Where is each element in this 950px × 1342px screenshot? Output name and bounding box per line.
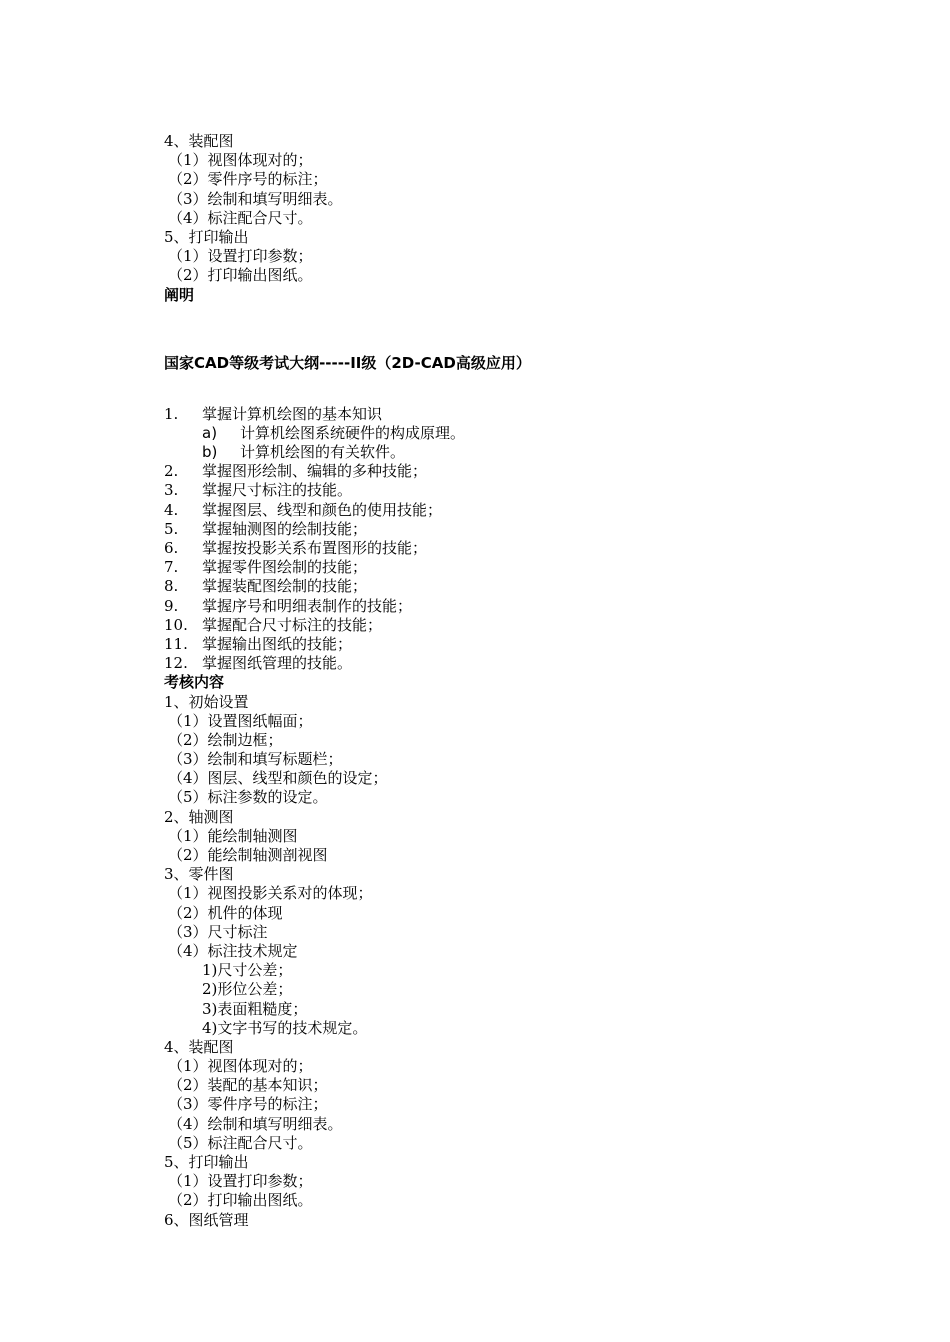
goal-number: 8. bbox=[164, 577, 179, 596]
list-item: （3）零件序号的标注； bbox=[168, 1095, 328, 1114]
list-item: （3）尺寸标注 bbox=[168, 922, 268, 941]
list-item: （1）视图投影关系对的体现； bbox=[168, 884, 373, 903]
list-item: （1）视图体现对的； bbox=[168, 151, 313, 170]
section-heading: 5、打印输出 bbox=[164, 227, 249, 246]
goal-text: 掌握计算机绘图的基本知识 bbox=[202, 404, 383, 423]
goal-text: 掌握配合尺寸标注的技能； bbox=[202, 615, 383, 634]
section-heading: 6、图纸管理 bbox=[164, 1210, 249, 1229]
goal-number: 1. bbox=[164, 404, 179, 423]
list-item: （1）能绘制轴测图 bbox=[168, 826, 298, 845]
goal-number: 10. bbox=[164, 615, 188, 634]
section-heading: 4、装配图 bbox=[164, 132, 234, 150]
goal-sub-text: 计算机绘图系统硬件的构成原理。 bbox=[240, 423, 466, 442]
goal-item bbox=[164, 616, 864, 635]
list-item: （2）能绘制轴测剖视图 bbox=[168, 846, 328, 864]
content-heading: 考核内容 bbox=[164, 673, 225, 692]
section-heading: 2、轴测图 bbox=[164, 807, 234, 826]
goal-item bbox=[164, 520, 864, 539]
document-title: 国家CAD等级考试大纲-----II级（2D-CAD高级应用） bbox=[164, 353, 531, 372]
section-heading: 4、装配图 bbox=[164, 1037, 234, 1056]
goal-sub-letter: b) bbox=[202, 443, 218, 462]
sub-list-item: 2)形位公差； bbox=[202, 980, 293, 999]
goal-subitem bbox=[164, 424, 864, 443]
sub-list-item: 1)尺寸公差； bbox=[202, 961, 293, 980]
goal-number: 5. bbox=[164, 519, 179, 538]
goal-sub-letter: a) bbox=[202, 423, 218, 442]
list-item: （4）标注技术规定 bbox=[168, 941, 298, 960]
goal-text: 掌握图纸管理的技能。 bbox=[202, 654, 353, 673]
sub-list-item: 4)文字书写的技术规定。 bbox=[202, 1018, 368, 1037]
goal-text: 掌握尺寸标注的技能。 bbox=[202, 481, 353, 500]
goal-item bbox=[164, 539, 864, 558]
goal-number: 11. bbox=[164, 634, 188, 653]
goal-item bbox=[164, 481, 864, 500]
list-item: （2）零件序号的标注； bbox=[168, 170, 328, 189]
list-item: （1）视图体现对的； bbox=[168, 1057, 313, 1076]
goal-item bbox=[164, 405, 864, 424]
explain-heading: 阐明 bbox=[164, 285, 195, 304]
goal-sub-text: 计算机绘图的有关软件。 bbox=[240, 443, 406, 462]
goal-text: 掌握轴测图的绘制技能； bbox=[202, 519, 368, 538]
list-item: （1）设置打印参数； bbox=[168, 247, 313, 266]
sub-list-item: 3)表面粗糙度； bbox=[202, 999, 308, 1018]
section-heading: 3、零件图 bbox=[164, 865, 234, 884]
goal-text: 掌握按投影关系布置图形的技能； bbox=[202, 539, 428, 557]
list-item: （3）绘制和填写明细表。 bbox=[168, 189, 343, 208]
goal-number: 4. bbox=[164, 500, 179, 519]
goal-item bbox=[164, 597, 864, 616]
goal-number: 7. bbox=[164, 558, 179, 577]
list-item: （1）设置打印参数； bbox=[168, 1172, 313, 1191]
list-item: （1）设置图纸幅面； bbox=[168, 711, 313, 730]
document-page bbox=[164, 132, 864, 1230]
list-item: （4）图层、线型和颜色的设定； bbox=[168, 769, 388, 788]
goal-number: 6. bbox=[164, 539, 179, 557]
goal-item bbox=[164, 501, 864, 520]
goal-number: 3. bbox=[164, 481, 179, 500]
goal-text: 掌握零件图绘制的技能； bbox=[202, 558, 368, 577]
list-item: （3）绘制和填写标题栏； bbox=[168, 750, 343, 769]
list-item: （2）打印输出图纸。 bbox=[168, 266, 313, 285]
goal-number: 2. bbox=[164, 462, 179, 481]
goal-text: 掌握图形绘制、编辑的多种技能； bbox=[202, 462, 428, 481]
list-item: （4）绘制和填写明细表。 bbox=[168, 1114, 343, 1133]
goal-number: 9. bbox=[164, 596, 179, 615]
list-item: （5）标注配合尺寸。 bbox=[168, 1133, 313, 1152]
goal-item bbox=[164, 635, 864, 654]
list-item: （2）绘制边框； bbox=[168, 730, 283, 749]
goal-item bbox=[164, 462, 864, 481]
list-item: （5）标注参数的设定。 bbox=[168, 788, 328, 807]
list-item: （2）装配的基本知识； bbox=[168, 1076, 328, 1095]
goal-number: 12. bbox=[164, 654, 188, 673]
goal-text: 掌握图层、线型和颜色的使用技能； bbox=[202, 500, 443, 519]
goal-text: 掌握输出图纸的技能； bbox=[202, 634, 353, 653]
section-heading: 1、初始设置 bbox=[164, 692, 249, 711]
goal-text: 掌握装配图绘制的技能； bbox=[202, 577, 368, 596]
goal-item bbox=[164, 558, 864, 577]
goal-item bbox=[164, 577, 864, 596]
list-item: （2）机件的体现 bbox=[168, 903, 283, 922]
goal-item bbox=[164, 654, 864, 673]
section-heading: 5、打印输出 bbox=[164, 1153, 249, 1171]
goal-text: 掌握序号和明细表制作的技能； bbox=[202, 596, 413, 615]
goal-subitem bbox=[164, 443, 864, 462]
list-item: （4）标注配合尺寸。 bbox=[168, 208, 313, 227]
list-item: （2）打印输出图纸。 bbox=[168, 1191, 313, 1210]
